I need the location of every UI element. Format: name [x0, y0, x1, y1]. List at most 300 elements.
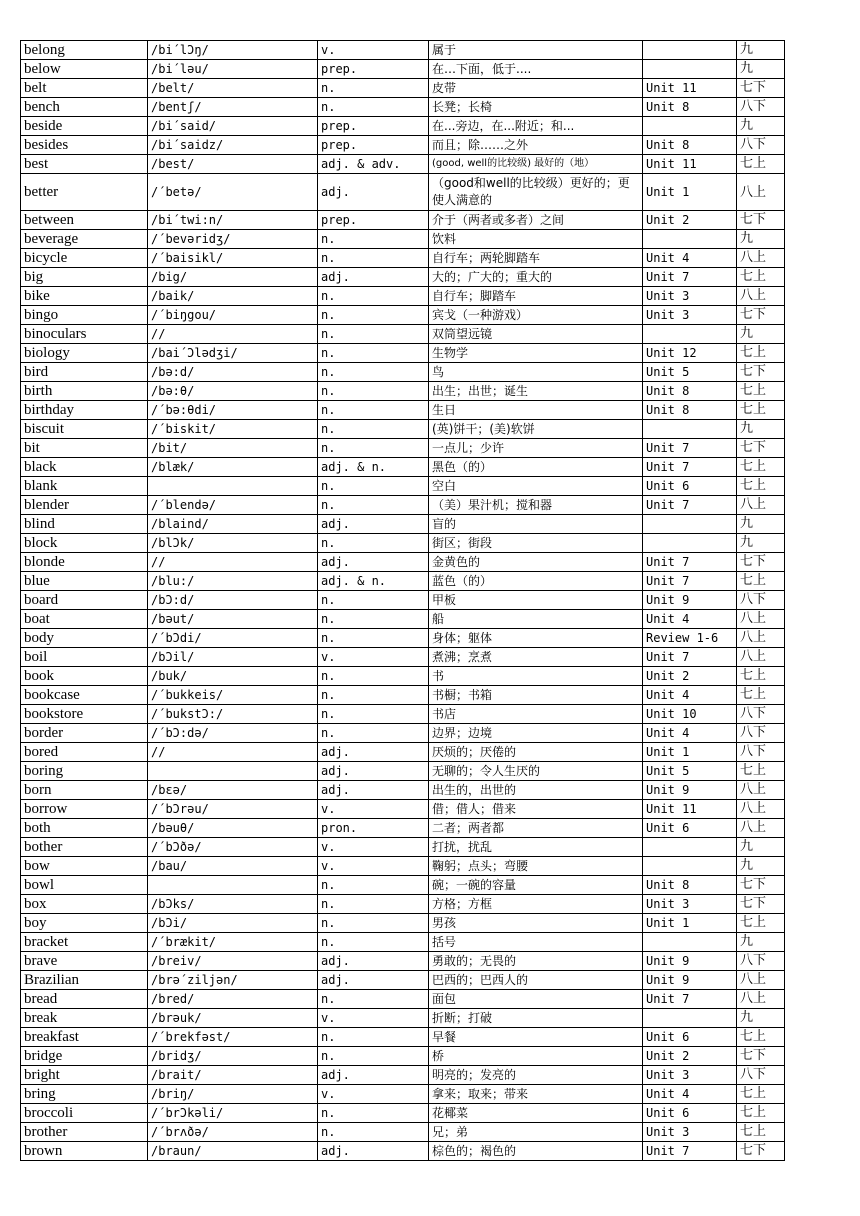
meaning-cell: 碗；一碗的容量	[429, 876, 643, 895]
word-cell: beside	[21, 117, 148, 136]
unit-cell: Unit 5	[643, 363, 737, 382]
phonetic-cell: /´bukstƆ:/	[148, 705, 318, 724]
phonetic-cell: /baik/	[148, 287, 318, 306]
unit-cell: Unit 1	[643, 743, 737, 762]
meaning-cell: 船	[429, 610, 643, 629]
word-cell: blonde	[21, 553, 148, 572]
word-cell: birth	[21, 382, 148, 401]
meaning-cell: 括号	[429, 933, 643, 952]
word-cell: blind	[21, 515, 148, 534]
phonetic-cell: /brə´ziljən/	[148, 971, 318, 990]
grade-cell: 八下	[737, 98, 785, 117]
part-of-speech-cell: v.	[318, 41, 429, 60]
meaning-cell: 而且；除……之外	[429, 136, 643, 155]
grade-cell: 九	[737, 420, 785, 439]
vocab-row	[21, 724, 785, 743]
unit-cell: Unit 7	[643, 572, 737, 591]
grade-cell: 九	[737, 230, 785, 249]
meaning-cell: 出生的，出世的	[429, 781, 643, 800]
part-of-speech-cell: n.	[318, 98, 429, 117]
grade-cell: 七上	[737, 1085, 785, 1104]
phonetic-cell: /bƆks/	[148, 895, 318, 914]
vocab-row	[21, 117, 785, 136]
phonetic-cell: /brait/	[148, 1066, 318, 1085]
part-of-speech-cell: adj. & n.	[318, 572, 429, 591]
word-cell: bookcase	[21, 686, 148, 705]
word-cell: bowl	[21, 876, 148, 895]
vocab-row	[21, 477, 785, 496]
part-of-speech-cell: n.	[318, 686, 429, 705]
vocab-row	[21, 268, 785, 287]
word-cell: beverage	[21, 230, 148, 249]
unit-cell: Unit 4	[643, 1085, 737, 1104]
unit-cell: Unit 11	[643, 79, 737, 98]
unit-cell: Unit 7	[643, 990, 737, 1009]
unit-cell: Unit 1	[643, 174, 737, 211]
vocab-row	[21, 629, 785, 648]
word-cell: best	[21, 155, 148, 174]
part-of-speech-cell: n.	[318, 230, 429, 249]
grade-cell: 七下	[737, 1142, 785, 1161]
phonetic-cell: /bi´twi:n/	[148, 211, 318, 230]
word-cell: broccoli	[21, 1104, 148, 1123]
unit-cell: Unit 6	[643, 1028, 737, 1047]
vocab-row	[21, 990, 785, 1009]
part-of-speech-cell: n.	[318, 420, 429, 439]
part-of-speech-cell: n.	[318, 496, 429, 515]
word-cell: Brazilian	[21, 971, 148, 990]
part-of-speech-cell: n.	[318, 705, 429, 724]
meaning-cell: (good, well的比较级) 最好的（地）	[429, 155, 643, 174]
vocab-row	[21, 496, 785, 515]
unit-cell	[643, 857, 737, 876]
part-of-speech-cell: n.	[318, 876, 429, 895]
part-of-speech-cell: adj.	[318, 1142, 429, 1161]
phonetic-cell: /belt/	[148, 79, 318, 98]
meaning-cell: 书橱；书箱	[429, 686, 643, 705]
unit-cell	[643, 515, 737, 534]
grade-cell: 九	[737, 117, 785, 136]
vocab-row	[21, 800, 785, 819]
vocab-row	[21, 705, 785, 724]
part-of-speech-cell: adj.	[318, 268, 429, 287]
grade-cell: 八上	[737, 819, 785, 838]
grade-cell: 七下	[737, 876, 785, 895]
vocab-row	[21, 344, 785, 363]
phonetic-cell: /brəuk/	[148, 1009, 318, 1028]
vocab-row	[21, 1085, 785, 1104]
phonetic-cell: /bƆ:d/	[148, 591, 318, 610]
vocabulary-table	[20, 40, 785, 1161]
vocab-row	[21, 325, 785, 344]
part-of-speech-cell: adj.	[318, 971, 429, 990]
word-cell: border	[21, 724, 148, 743]
word-cell: borrow	[21, 800, 148, 819]
grade-cell: 七上	[737, 667, 785, 686]
word-cell: binoculars	[21, 325, 148, 344]
word-cell: bring	[21, 1085, 148, 1104]
grade-cell: 九	[737, 838, 785, 857]
part-of-speech-cell: n.	[318, 79, 429, 98]
part-of-speech-cell: adj.	[318, 1066, 429, 1085]
word-cell: board	[21, 591, 148, 610]
phonetic-cell: /bai´Ɔlədʒi/	[148, 344, 318, 363]
meaning-cell: 双筒望远镜	[429, 325, 643, 344]
meaning-cell: 棕色的；褐色的	[429, 1142, 643, 1161]
part-of-speech-cell: n.	[318, 439, 429, 458]
phonetic-cell: /bƆi/	[148, 914, 318, 933]
grade-cell: 八上	[737, 249, 785, 268]
grade-cell: 八上	[737, 287, 785, 306]
phonetic-cell: /´bƆðə/	[148, 838, 318, 857]
phonetic-cell: /´bə:θdi/	[148, 401, 318, 420]
word-cell: box	[21, 895, 148, 914]
meaning-cell: 厌烦的；厌倦的	[429, 743, 643, 762]
word-cell: boat	[21, 610, 148, 629]
word-cell: below	[21, 60, 148, 79]
word-cell: besides	[21, 136, 148, 155]
grade-cell: 七下	[737, 306, 785, 325]
phonetic-cell: /´brekfəst/	[148, 1028, 318, 1047]
meaning-cell: 身体；躯体	[429, 629, 643, 648]
unit-cell: Review 1-6	[643, 629, 737, 648]
part-of-speech-cell: adj. & adv.	[318, 155, 429, 174]
phonetic-cell: /bəut/	[148, 610, 318, 629]
phonetic-cell: /bau/	[148, 857, 318, 876]
part-of-speech-cell: adj.	[318, 174, 429, 211]
unit-cell: Unit 4	[643, 249, 737, 268]
word-cell: boring	[21, 762, 148, 781]
vocab-row	[21, 287, 785, 306]
vocab-row	[21, 363, 785, 382]
grade-cell: 七上	[737, 155, 785, 174]
unit-cell	[643, 60, 737, 79]
word-cell: bridge	[21, 1047, 148, 1066]
vocab-row	[21, 1123, 785, 1142]
unit-cell: Unit 7	[643, 268, 737, 287]
meaning-cell: 桥	[429, 1047, 643, 1066]
phonetic-cell: /´brʌðə/	[148, 1123, 318, 1142]
meaning-cell: 书	[429, 667, 643, 686]
part-of-speech-cell: adj.	[318, 781, 429, 800]
vocab-row	[21, 971, 785, 990]
meaning-cell: 书店	[429, 705, 643, 724]
meaning-cell: 面包	[429, 990, 643, 1009]
word-cell: bread	[21, 990, 148, 1009]
vocab-row	[21, 819, 785, 838]
meaning-cell: 长凳；长椅	[429, 98, 643, 117]
meaning-cell: 鸟	[429, 363, 643, 382]
unit-cell: Unit 7	[643, 553, 737, 572]
grade-cell: 七下	[737, 211, 785, 230]
grade-cell: 八下	[737, 591, 785, 610]
meaning-cell: 盲的	[429, 515, 643, 534]
part-of-speech-cell: adj. & n.	[318, 458, 429, 477]
meaning-cell: 二者；两者都	[429, 819, 643, 838]
meaning-cell: 巴西的；巴西人的	[429, 971, 643, 990]
meaning-cell: 折断；打破	[429, 1009, 643, 1028]
phonetic-cell: /blaind/	[148, 515, 318, 534]
phonetic-cell: /bəuθ/	[148, 819, 318, 838]
unit-cell	[643, 325, 737, 344]
word-cell: brown	[21, 1142, 148, 1161]
unit-cell: Unit 7	[643, 496, 737, 515]
grade-cell: 七上	[737, 344, 785, 363]
word-cell: bicycle	[21, 249, 148, 268]
grade-cell: 八上	[737, 971, 785, 990]
word-cell: boy	[21, 914, 148, 933]
meaning-cell: 拿来；取来；带来	[429, 1085, 643, 1104]
meaning-cell: 边界；边境	[429, 724, 643, 743]
phonetic-cell: /´bƆrəu/	[148, 800, 318, 819]
part-of-speech-cell: n.	[318, 724, 429, 743]
phonetic-cell: /bi´saidz/	[148, 136, 318, 155]
meaning-cell: 方格；方框	[429, 895, 643, 914]
phonetic-cell: /best/	[148, 155, 318, 174]
phonetic-cell: /breiv/	[148, 952, 318, 971]
word-cell: block	[21, 534, 148, 553]
meaning-cell: （good和well的比较级）更好的；更使人满意的	[429, 174, 643, 211]
vocab-row	[21, 686, 785, 705]
part-of-speech-cell: v.	[318, 800, 429, 819]
meaning-cell: 黑色（的）	[429, 458, 643, 477]
grade-cell: 九	[737, 857, 785, 876]
unit-cell: Unit 5	[643, 762, 737, 781]
word-cell: both	[21, 819, 148, 838]
unit-cell: Unit 10	[643, 705, 737, 724]
phonetic-cell: //	[148, 743, 318, 762]
word-cell: black	[21, 458, 148, 477]
grade-cell: 七上	[737, 477, 785, 496]
part-of-speech-cell: prep.	[318, 60, 429, 79]
phonetic-cell: /´betə/	[148, 174, 318, 211]
word-cell: bored	[21, 743, 148, 762]
unit-cell: Unit 7	[643, 1142, 737, 1161]
word-cell: bother	[21, 838, 148, 857]
part-of-speech-cell: n.	[318, 667, 429, 686]
grade-cell: 七上	[737, 686, 785, 705]
grade-cell: 八下	[737, 705, 785, 724]
grade-cell: 九	[737, 933, 785, 952]
vocab-row	[21, 610, 785, 629]
vocab-row	[21, 306, 785, 325]
word-cell: birthday	[21, 401, 148, 420]
unit-cell: Unit 9	[643, 781, 737, 800]
unit-cell: Unit 9	[643, 591, 737, 610]
phonetic-cell: /´baisikl/	[148, 249, 318, 268]
word-cell: belong	[21, 41, 148, 60]
part-of-speech-cell: n.	[318, 363, 429, 382]
vocab-row	[21, 781, 785, 800]
unit-cell: Unit 6	[643, 477, 737, 496]
meaning-cell: 男孩	[429, 914, 643, 933]
unit-cell: Unit 11	[643, 155, 737, 174]
unit-cell: Unit 8	[643, 401, 737, 420]
meaning-cell: 属于	[429, 41, 643, 60]
phonetic-cell: /bƆil/	[148, 648, 318, 667]
word-cell: born	[21, 781, 148, 800]
grade-cell: 八上	[737, 496, 785, 515]
part-of-speech-cell: n.	[318, 591, 429, 610]
vocab-row	[21, 838, 785, 857]
phonetic-cell: /´bƆ:də/	[148, 724, 318, 743]
word-cell: blank	[21, 477, 148, 496]
word-cell: big	[21, 268, 148, 287]
meaning-cell: 出生；出世；诞生	[429, 382, 643, 401]
word-cell: break	[21, 1009, 148, 1028]
unit-cell: Unit 8	[643, 382, 737, 401]
part-of-speech-cell: adj.	[318, 743, 429, 762]
unit-cell: Unit 12	[643, 344, 737, 363]
grade-cell: 七下	[737, 895, 785, 914]
part-of-speech-cell: n.	[318, 477, 429, 496]
grade-cell: 九	[737, 1009, 785, 1028]
unit-cell: Unit 4	[643, 724, 737, 743]
meaning-cell: 兄；弟	[429, 1123, 643, 1142]
grade-cell: 八上	[737, 610, 785, 629]
phonetic-cell: /blƆk/	[148, 534, 318, 553]
grade-cell: 九	[737, 534, 785, 553]
meaning-cell: 一点儿；少许	[429, 439, 643, 458]
part-of-speech-cell: v.	[318, 857, 429, 876]
vocab-row	[21, 952, 785, 971]
part-of-speech-cell: n.	[318, 382, 429, 401]
unit-cell: Unit 3	[643, 306, 737, 325]
vocab-row	[21, 1028, 785, 1047]
word-cell: better	[21, 174, 148, 211]
word-cell: breakfast	[21, 1028, 148, 1047]
phonetic-cell: /´brækit/	[148, 933, 318, 952]
part-of-speech-cell: n.	[318, 914, 429, 933]
part-of-speech-cell: prep.	[318, 136, 429, 155]
vocab-row	[21, 382, 785, 401]
word-cell: body	[21, 629, 148, 648]
meaning-cell: 借；借人；借来	[429, 800, 643, 819]
unit-cell: Unit 11	[643, 800, 737, 819]
meaning-cell: 街区；街段	[429, 534, 643, 553]
part-of-speech-cell: adj.	[318, 515, 429, 534]
part-of-speech-cell: n.	[318, 990, 429, 1009]
unit-cell: Unit 9	[643, 971, 737, 990]
unit-cell	[643, 420, 737, 439]
grade-cell: 八下	[737, 1066, 785, 1085]
word-cell: blender	[21, 496, 148, 515]
meaning-cell: 勇敢的；无畏的	[429, 952, 643, 971]
vocab-row	[21, 895, 785, 914]
meaning-cell: 生日	[429, 401, 643, 420]
vocab-row	[21, 79, 785, 98]
unit-cell: Unit 4	[643, 686, 737, 705]
part-of-speech-cell: n.	[318, 306, 429, 325]
phonetic-cell: /bə:θ/	[148, 382, 318, 401]
meaning-cell: 无聊的；令人生厌的	[429, 762, 643, 781]
vocab-row	[21, 439, 785, 458]
grade-cell: 七上	[737, 401, 785, 420]
meaning-cell: 打扰，扰乱	[429, 838, 643, 857]
grade-cell: 八上	[737, 990, 785, 1009]
meaning-cell: 宾戈（一种游戏）	[429, 306, 643, 325]
vocab-row	[21, 211, 785, 230]
word-cell: bow	[21, 857, 148, 876]
meaning-cell: 介于（两者或多者）之间	[429, 211, 643, 230]
word-cell: bingo	[21, 306, 148, 325]
phonetic-cell: /buk/	[148, 667, 318, 686]
grade-cell: 八下	[737, 743, 785, 762]
vocab-row	[21, 1142, 785, 1161]
grade-cell: 七下	[737, 79, 785, 98]
part-of-speech-cell: v.	[318, 1085, 429, 1104]
grade-cell: 七上	[737, 268, 785, 287]
grade-cell: 七下	[737, 363, 785, 382]
vocab-row	[21, 762, 785, 781]
unit-cell: Unit 3	[643, 1066, 737, 1085]
vocab-row	[21, 1047, 785, 1066]
vocab-row	[21, 420, 785, 439]
word-cell: bookstore	[21, 705, 148, 724]
part-of-speech-cell: v.	[318, 1009, 429, 1028]
vocab-row	[21, 553, 785, 572]
phonetic-cell: //	[148, 325, 318, 344]
phonetic-cell: /´bukkeis/	[148, 686, 318, 705]
phonetic-cell	[148, 762, 318, 781]
meaning-cell: 甲板	[429, 591, 643, 610]
word-cell: brother	[21, 1123, 148, 1142]
part-of-speech-cell: adj.	[318, 553, 429, 572]
meaning-cell: 鞠躬；点头；弯腰	[429, 857, 643, 876]
part-of-speech-cell: n.	[318, 1104, 429, 1123]
vocab-row	[21, 98, 785, 117]
part-of-speech-cell: n.	[318, 1047, 429, 1066]
unit-cell	[643, 41, 737, 60]
grade-cell: 九	[737, 325, 785, 344]
vocab-row	[21, 591, 785, 610]
unit-cell	[643, 1009, 737, 1028]
vocab-row	[21, 933, 785, 952]
phonetic-cell: /blu:/	[148, 572, 318, 591]
phonetic-cell: /braun/	[148, 1142, 318, 1161]
phonetic-cell: /´bevəridʒ/	[148, 230, 318, 249]
vocab-row	[21, 174, 785, 211]
unit-cell	[643, 838, 737, 857]
grade-cell: 七上	[737, 458, 785, 477]
vocab-row	[21, 136, 785, 155]
unit-cell: Unit 3	[643, 895, 737, 914]
unit-cell	[643, 230, 737, 249]
vocab-row	[21, 41, 785, 60]
unit-cell: Unit 8	[643, 98, 737, 117]
unit-cell	[643, 534, 737, 553]
meaning-cell: 皮带	[429, 79, 643, 98]
word-cell: blue	[21, 572, 148, 591]
word-cell: belt	[21, 79, 148, 98]
grade-cell: 八上	[737, 174, 785, 211]
vocab-row	[21, 1066, 785, 1085]
grade-cell: 七上	[737, 762, 785, 781]
vocabulary-table-body	[21, 41, 785, 1161]
part-of-speech-cell: n.	[318, 629, 429, 648]
vocab-row	[21, 249, 785, 268]
unit-cell: Unit 4	[643, 610, 737, 629]
vocab-row	[21, 458, 785, 477]
unit-cell: Unit 2	[643, 1047, 737, 1066]
grade-cell: 七上	[737, 572, 785, 591]
part-of-speech-cell: n.	[318, 287, 429, 306]
word-cell: bench	[21, 98, 148, 117]
word-cell: book	[21, 667, 148, 686]
phonetic-cell: /´biŋgou/	[148, 306, 318, 325]
phonetic-cell: /bi´lƆŋ/	[148, 41, 318, 60]
meaning-cell: 蓝色（的）	[429, 572, 643, 591]
